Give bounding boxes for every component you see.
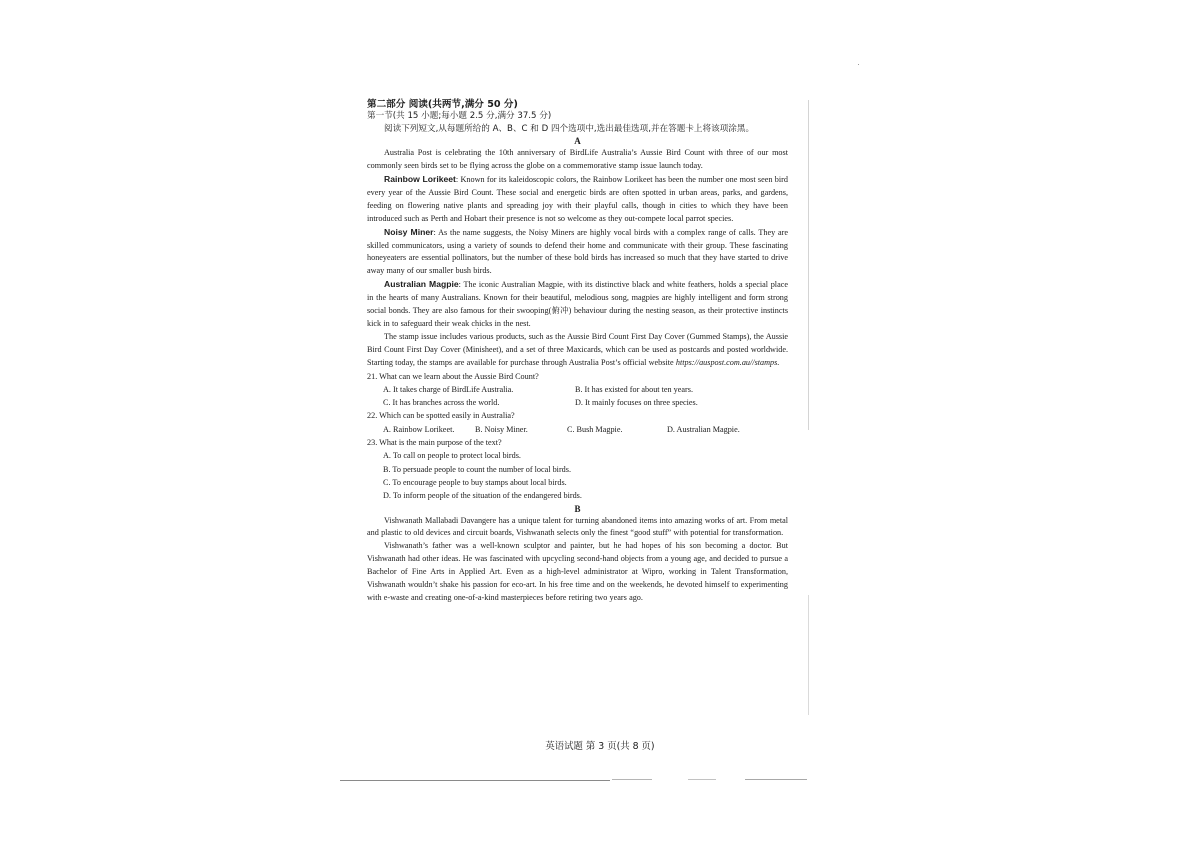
rainbow-lorikeet-heading: Rainbow Lorikeet — [384, 174, 456, 184]
section-subtitle: 第一节(共 15 小题;每小题 2.5 分,满分 37.5 分) — [367, 111, 552, 121]
text-column — [367, 99, 788, 605]
scan-bottom-line-fragment — [745, 779, 807, 780]
question-23-option-c: C. To encourage people to buy stamps about local birds. — [383, 477, 567, 487]
scan-fold-line — [808, 100, 809, 430]
passage-a-intro: Australia Post is celebrating the 10th anniversary of BirdLife Australia’s Aussie Bird Count with three of our most commonly seen birds set to be flying across the globe on a commemorative stamp issue launch today. — [367, 148, 788, 171]
passage-b-paragraph-2: Vishwanath’s father was a well-known sculptor and painter, but he had hopes of his son becoming a doctor. But Vishwanath had other ideas. He was fascinated with upcycling second-hand objects from a young age, and decided to pursue a Bachelor of Fine Arts in Applied Art. Even as a high-level administrator at Wipro, working in Talent Transformation, Vishwanath wouldn’t shake his passion for eco-art. In his free time and on the weekends, he devoted himself to experimenting with e-waste and creating one-of-a-kind masterpieces before retiring two years ago. — [367, 541, 788, 602]
question-23-stem: 23. What is the main purpose of the text? — [367, 438, 502, 448]
question-21-option-b: B. It has existed for about ten years. — [575, 384, 694, 394]
question-21-stem: 21. What can we learn about the Aussie Bird Count? — [367, 371, 539, 381]
scan-bottom-line-fragment — [612, 779, 652, 780]
passage-b-paragraph-1: Vishwanath Mallabadi Davangere has a unique talent for turning abandoned items into amazing works of art. From metal and plastic to old devices and circuit boards, Vishwanath selects only the finest “good stuff” with potential for transformation. — [367, 515, 788, 538]
rainbow-lorikeet-paragraph — [367, 173, 788, 226]
stamp-paragraph — [367, 331, 788, 370]
passage-a-letter: A — [574, 136, 581, 147]
magpie-heading: Australian Magpie — [384, 279, 459, 290]
section-title: 第二部分 阅读(共两节,满分 50 分) — [367, 99, 518, 110]
stamp-text: The stamp issue includes various products, such as the Aussie Bird Count First Day Cover (Gummed Stamps), the Aussie Bird Count First Day Cover (Minisheet), and a set of three Maxicards, which can be used as postcards and posted worldwide. Starting today, the stamps are available for purchase through Australia Post’s official website — [367, 331, 788, 367]
page-footer: 英语试题 第 3 页(共 8 页) — [545, 741, 655, 752]
magpie-text: : The iconic Australian Magpie, with its distinctive black and white feathers, holds a special place in the hearts of many Australians. Known for their beautiful, melodious song, magpies are highly intelligent and form strong social bonds. They are also famous for their swooping(俯冲) behaviour during the nesting season, as their protective instincts kick in to safeguard their weak chicks in the nest. — [367, 280, 788, 328]
question-23-option-d: D. To inform people of the situation of the endangered birds. — [383, 491, 582, 501]
section-instruction: 阅读下列短文,从每题所给的 A、B、C 和 D 四个选项中,选出最佳选项,并在答题卡上将该项涂黑。 — [384, 123, 755, 134]
noisy-miner-text: : As the name suggests, the Noisy Miners are highly vocal birds with a complex range of calls. They are skilled communicators, using a variety of sounds to defend their home and communicate with their group. These fascinating honeyeaters are essential pollinators, but the number of these bold birds has increased so much that they have started to drive away many of our smaller bush birds. — [367, 227, 788, 276]
stamp-url: https://auspost.com.au//stamps. — [675, 357, 780, 367]
noisy-miner-paragraph — [367, 226, 788, 279]
question-23-option-b: B. To persuade people to count the number of local birds. — [383, 464, 571, 474]
question-21-options-row-2 — [367, 396, 788, 409]
question-22-option-d: D. Australian Magpie. — [667, 424, 740, 434]
question-22-option-b: B. Noisy Miner. — [475, 424, 528, 434]
scan-fold-line — [808, 595, 809, 715]
rainbow-lorikeet-text: : Known for its kaleidoscopic colors, the Rainbow Lorikeet has been the number one most seen bird every year of the Aussie Bird Count. These social and energetic birds are often spotted in urban areas, parks, and gardens, feeding on flowering native plants and spreading joy with their playful calls, though in cities to which they have been introduced such as Perth and Hobart their presence is not so welcome as they out-compete local parrot species. — [367, 175, 788, 223]
passage-b-letter: B — [574, 503, 581, 514]
question-23-option-a: A. To call on people to protect local birds. — [383, 451, 521, 461]
scan-speck — [858, 64, 859, 65]
question-21-option-d: D. It mainly focuses on three species. — [575, 398, 698, 408]
question-22-stem: 22. Which can be spotted easily in Australia? — [367, 411, 515, 421]
question-22-option-a: A. Rainbow Lorikeet. — [383, 424, 455, 434]
question-21-option-c: C. It has branches across the world. — [383, 398, 500, 408]
magpie-paragraph — [367, 278, 788, 331]
question-22-option-c: C. Bush Magpie. — [567, 424, 623, 434]
question-21-option-a: A. It takes charge of BirdLife Australia. — [383, 384, 514, 394]
scan-bottom-line — [340, 780, 610, 781]
question-21-options-row-1 — [367, 383, 788, 396]
question-22-options — [367, 423, 788, 436]
noisy-miner-heading: Noisy Miner — [384, 226, 434, 237]
scan-bottom-line-fragment — [688, 779, 716, 780]
scan-speck — [477, 328, 478, 329]
